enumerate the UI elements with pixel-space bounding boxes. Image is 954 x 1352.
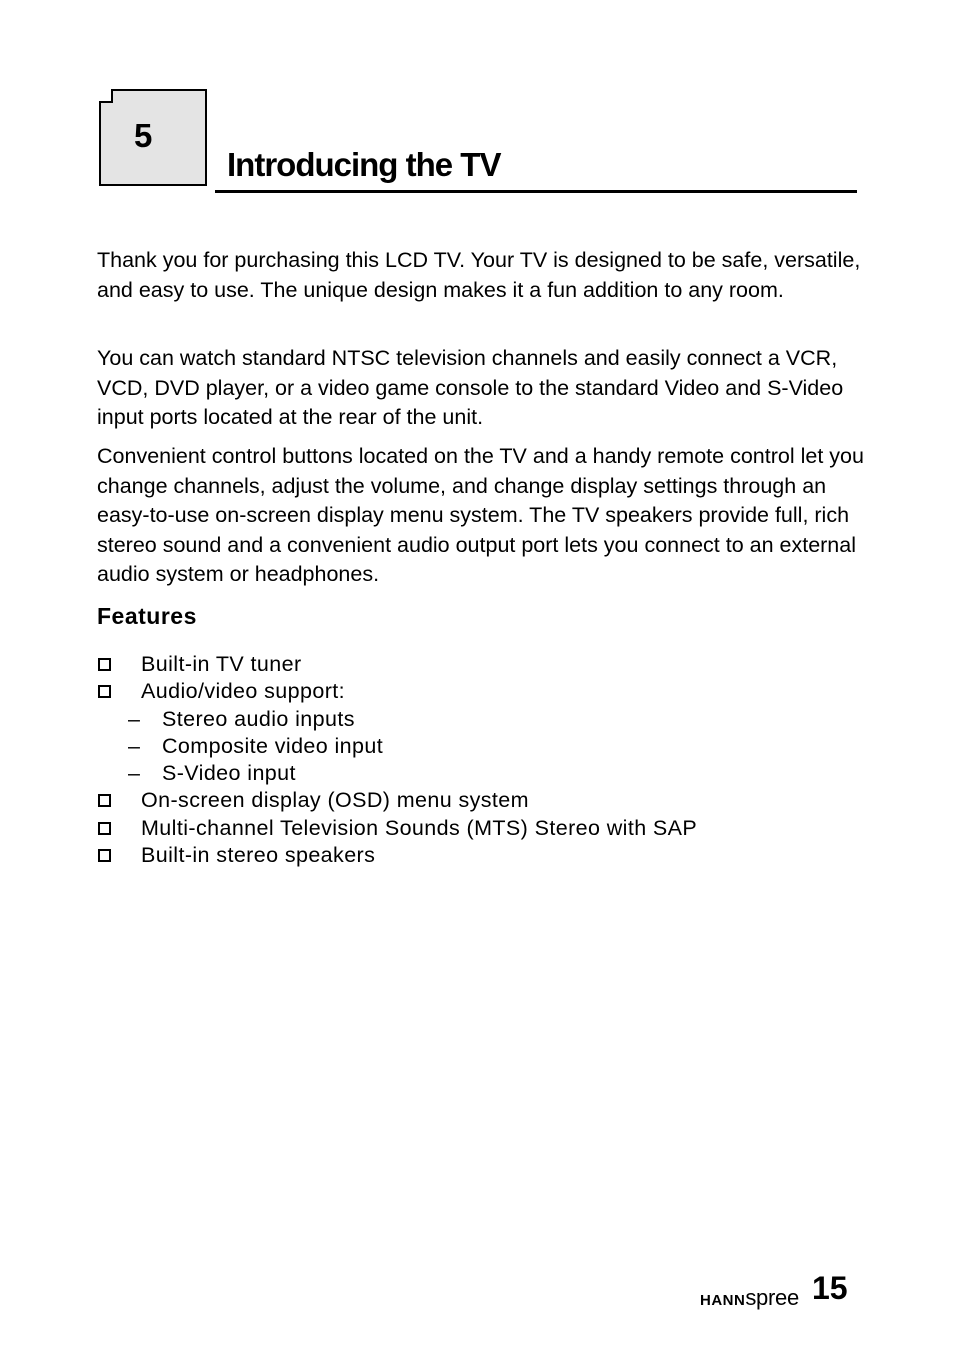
checkbox-bullet-icon (98, 658, 111, 671)
dash-bullet: – (128, 706, 141, 731)
dash-bullet: – (128, 733, 141, 758)
title-underline (215, 190, 857, 193)
features-heading: Features (97, 603, 197, 629)
dash-bullet: – (128, 761, 141, 786)
chapter-box-notch (99, 89, 113, 103)
feature-subtext: Stereo audio inputs (162, 706, 355, 731)
controls-paragraph: Convenient control buttons located on the TV and a handy remote control let you change channels, adjust the volume, and change display settings through an easy-to-use on-screen display menu system. The TV speakers provide full, rich stereo sound and a convenient audio output port lets you connect to an external audio system or headphones. (97, 444, 864, 587)
chapter-number-box (99, 89, 207, 186)
brand-logo-strong: HANN (700, 1292, 746, 1309)
feature-text: On-screen display (OSD) menu system (141, 788, 529, 813)
intro-paragraph: Thank you for purchasing this LCD TV. Your TV is designed to be safe, versatile, and easy to use. The unique design makes it a fun addition to any room. (97, 248, 861, 302)
chapter-number: 5 (134, 117, 153, 154)
brand-logo-light: spree (745, 1285, 799, 1310)
chapter-title: Introducing the TV (227, 146, 501, 183)
feature-text: Audio/video support: (141, 679, 346, 704)
feature-subtext: S-Video input (162, 761, 296, 786)
feature-text: Built-in stereo speakers (141, 843, 376, 868)
brand-logo (700, 1285, 799, 1311)
checkbox-bullet-icon (98, 822, 111, 835)
feature-text: Multi-channel Television Sounds (MTS) Stereo with SAP (141, 815, 698, 840)
feature-text: Built-in TV tuner (141, 652, 302, 676)
feature-subtext: Composite video input (162, 733, 384, 758)
page-number: 15 (812, 1270, 848, 1306)
checkbox-bullet-icon (98, 794, 111, 807)
checkbox-bullet-icon (98, 685, 111, 698)
checkbox-bullet-icon (98, 849, 111, 862)
connections-paragraph: You can watch standard NTSC television channels and easily connect a VCR, VCD, DVD player, or a video game console to the standard Video and S-Video input ports located at the rear of the unit. (97, 346, 844, 430)
